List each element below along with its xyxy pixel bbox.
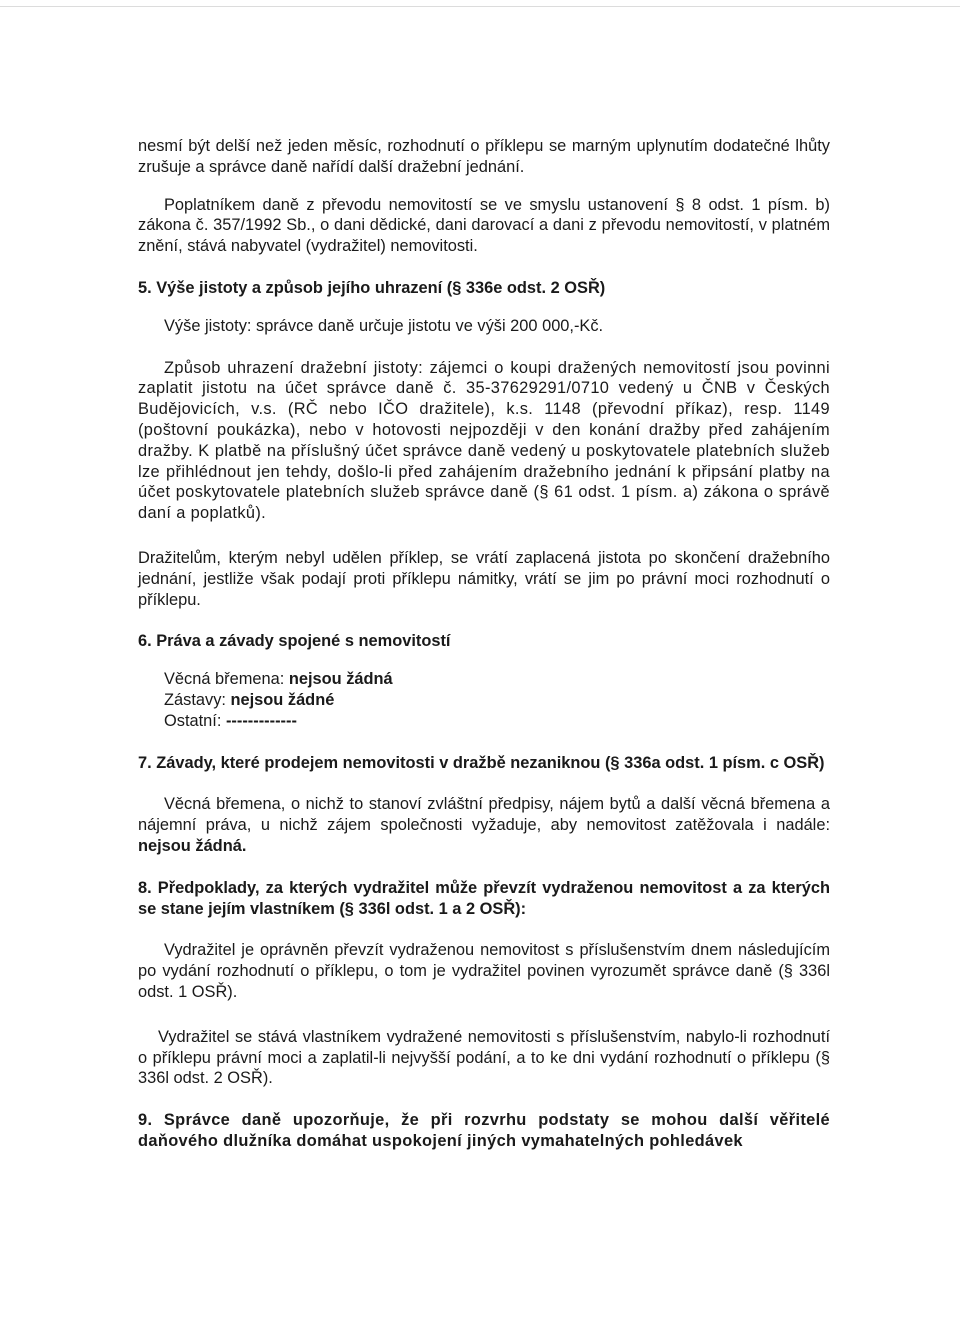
paragraph-poplatnik: Poplatníkem daně z převodu nemovitostí se ve smyslu ustanovení § 8 odst. 1 písm. b) zákona č. 357/1992 Sb., o dani dědické, dani darovací a dani z převodu nemovitostí, v platném znění, stává nabyvatel (vydražitel) nemovitosti. bbox=[138, 195, 830, 256]
jistota-amount-line: Výše jistoty: správce daně určuje jistotu ve výši 200 000,-Kč. bbox=[164, 316, 604, 335]
vecna-bremena-value: nejsou žádná bbox=[288, 670, 393, 689]
zastavy-line bbox=[138, 690, 830, 711]
document-page bbox=[138, 136, 830, 1152]
section-8-paragraph-1: Vydražitel je oprávněn převzít vydraženou nemovitost s příslušenstvím dnem následujícím po vydání rozhodnutí o příklepu, o tom je vydražitel povinen vyrozumět správce daně (§ 336l odst. 1 OSŘ). bbox=[138, 941, 830, 1001]
vecna-bremena-line bbox=[138, 669, 830, 690]
vecna-bremena-label: Věcná břemena: bbox=[164, 670, 289, 689]
scan-edge-line bbox=[0, 6, 960, 7]
ostatni-line bbox=[138, 711, 830, 732]
section-7-heading: 7. Závady, které prodejem nemovitosti v dražbě nezaniknou (§ 336a odst. 1 písm. c OSŘ) bbox=[138, 753, 825, 772]
section-8-heading: 8. Předpoklady, za kterých vydražitel může převzít vydraženou nemovitost a za kterých se stane jejím vlastníkem (§ 336l odst. 1 a 2 OSŘ): bbox=[138, 878, 830, 918]
jistota-payment-paragraph: Způsob uhrazení dražební jistoty: zájemci o koupi dražených nemovitostí jsou povinni zaplatit jistotu na účet správce daně č. 35-37629291/0710 vedený u ČNB v Českých Budějovicích, v.s. (RČ nebo IČO dražitele), k.s. 1148 (převodní příkaz), resp. 1149 (poštovní poukázka), nebo v hotovosti nejpozději v den konání dražby před zahájením dražby. K platbě na příslušný účet správce daně vedený u poskytovatele platebních služeb lze přihlédnout jen tehdy, došlo-li před zahájením dražebního jednání k připsání platby na účet poskytovatele platebních služeb správce daně (§ 61 odst. 1 písm. a) zákona o správě daní a poplatků). bbox=[138, 358, 830, 523]
section-6-heading: 6. Práva a závady spojené s nemovitostí bbox=[138, 632, 451, 651]
section-9-heading: 9. Správce daně upozorňuje, že při rozvrhu podstaty se mohou další věřitelé daňového dlužníka domáhat uspokojení jiných vymahatelných pohledávek bbox=[138, 1111, 830, 1150]
zastavy-value: nejsou žádné bbox=[230, 690, 335, 709]
section-7-paragraph bbox=[138, 794, 830, 856]
section-7-text: Věcná břemena, o nichž to stanoví zvláštní předpisy, nájem bytů a další věcná břemena a nájemní práva, u nichž zájem společnosti vyžaduje, aby nemovitost zatěžovala i nadále: bbox=[138, 795, 830, 835]
section-7-value: nejsou žádná. bbox=[138, 836, 247, 855]
drazitelum-paragraph: Dražitelům, kterým nebyl udělen příklep, se vrátí zaplacená jistota po skončení dražebního jednání, jestliže však podají proti příklepu námitky, vrátí se jim po právní moci rozhodnutí o příklepu. bbox=[138, 548, 830, 609]
section-8-paragraph-2: Vydražitel se stává vlastníkem vydražené nemovitosti s příslušenstvím, nabylo-li rozhodnutí o příklepu právní moci a zaplatil-li nejvyšší podání, a to ke dni vydání rozhodnutí o příklepu (§ 336l odst. 2 OSŘ). bbox=[138, 1027, 830, 1088]
ostatni-value: ------------- bbox=[225, 711, 297, 730]
ostatni-label: Ostatní: bbox=[164, 711, 226, 730]
zastavy-label: Zástavy: bbox=[164, 690, 231, 709]
section-5-heading: 5. Výše jistoty a způsob jejího uhrazení (§ 336e odst. 2 OSŘ) bbox=[138, 278, 606, 297]
paragraph-continuation: nesmí být delší než jeden měsíc, rozhodnutí o příklepu se marným uplynutím dodatečné lhůty zrušuje a správce daně nařídí další dražební jednání. bbox=[138, 137, 830, 176]
